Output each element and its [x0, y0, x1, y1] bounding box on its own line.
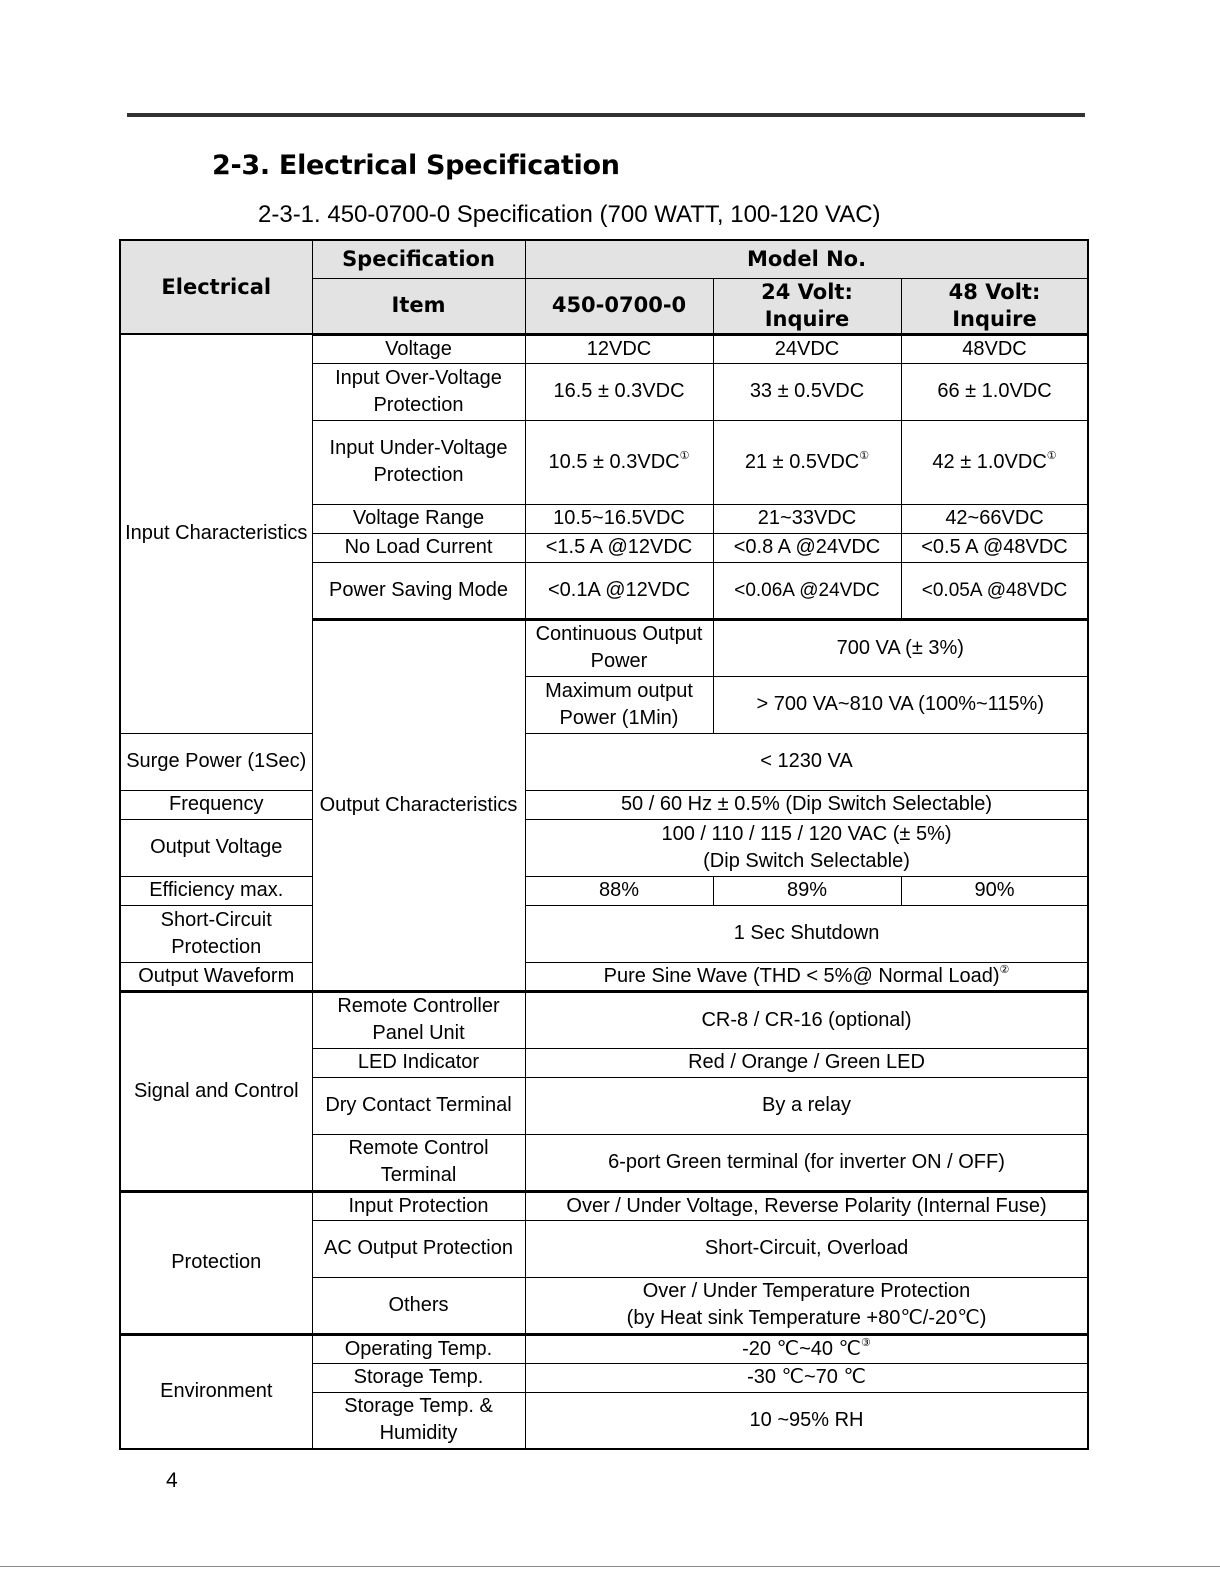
header-item: Item: [312, 278, 525, 334]
item-label: Output Voltage: [120, 819, 312, 876]
footnote-mark: ①: [1046, 449, 1057, 462]
value-cell: [525, 1277, 1088, 1334]
value-cell: 48VDC: [901, 334, 1088, 363]
item-label: Input Protection: [312, 1191, 525, 1220]
bottom-edge: [0, 1562, 1220, 1583]
value-text: -20 ℃~40 ℃: [742, 1337, 862, 1360]
item-label: No Load Current: [312, 533, 525, 562]
value-cell: 33 ± 0.5VDC: [713, 363, 901, 420]
value-line: (Dip Switch Selectable): [703, 849, 910, 872]
table-row: [120, 790, 1088, 819]
value-cell: 88%: [525, 876, 713, 905]
value-cell: 90%: [901, 876, 1088, 905]
value-cell: [901, 420, 1088, 504]
value-cell: 6-port Green terminal (for inverter ON / OFF): [525, 1134, 1088, 1191]
item-label: Remote Control Terminal: [312, 1134, 525, 1191]
section-title: 2-3. Electrical Specification: [212, 150, 620, 181]
item-label: Remote Controller Panel Unit: [312, 991, 525, 1048]
value-cell: 66 ± 1.0VDC: [901, 363, 1088, 420]
category-environment: Environment: [120, 1334, 312, 1449]
header-specification: Specification: [312, 240, 525, 278]
item-label: Voltage Range: [312, 504, 525, 533]
item-label: Surge Power (1Sec): [120, 733, 312, 790]
value-cell: <0.5 A @48VDC: [901, 533, 1088, 562]
value-cell: [525, 819, 1088, 876]
value-cell: <1.5 A @12VDC: [525, 533, 713, 562]
table-row: [120, 876, 1088, 905]
value-cell: > 700 VA~810 VA (100%~115%): [713, 676, 1088, 733]
value-cell: [713, 420, 901, 504]
category-protection: Protection: [120, 1191, 312, 1334]
item-label: Output Waveform: [120, 962, 312, 991]
value-cell: 50 / 60 Hz ± 0.5% (Dip Switch Selectable): [525, 790, 1088, 819]
value-line: (by Heat sink Temperature +80℃/-20℃): [626, 1307, 987, 1329]
table-row: [120, 991, 1088, 1048]
header-model-1: 450-0700-0: [525, 278, 713, 334]
top-rule: [127, 113, 1085, 117]
item-label: Voltage: [312, 334, 525, 363]
value-cell: 89%: [713, 876, 901, 905]
header-model-no: Model No.: [525, 240, 1088, 278]
value-cell: 700 VA (± 3%): [713, 619, 1088, 676]
item-label: Others: [312, 1277, 525, 1334]
value-text: Pure Sine Wave (THD < 5%@ Normal Load): [603, 964, 1000, 987]
value-cell: -30 ℃~70 ℃: [525, 1363, 1088, 1392]
value-cell: 16.5 ± 0.3VDC: [525, 363, 713, 420]
item-label: Maximum output Power (1Min): [525, 676, 713, 733]
value-cell: CR-8 / CR-16 (optional): [525, 991, 1088, 1048]
item-label: Dry Contact Terminal: [312, 1077, 525, 1134]
value-cell: <0.1A @12VDC: [525, 562, 713, 619]
item-label: Continuous Output Power: [525, 619, 713, 676]
value-cell: Short-Circuit, Overload: [525, 1220, 1088, 1277]
value-cell: [525, 1334, 1088, 1363]
bottom-rule: [0, 1566, 1220, 1567]
value-cell: Red / Orange / Green LED: [525, 1048, 1088, 1077]
value-cell: [525, 962, 1088, 991]
table-row: [120, 962, 1088, 991]
value-cell: [525, 420, 713, 504]
value-text: 21 ± 0.5VDC: [744, 450, 860, 473]
item-label: Storage Temp.: [312, 1363, 525, 1392]
category-input: Input Characteristics: [120, 334, 312, 733]
table-row: [120, 905, 1088, 962]
category-output: Output Characteristics: [312, 619, 525, 991]
item-label: LED Indicator: [312, 1048, 525, 1077]
table-row: [120, 1334, 1088, 1363]
value-line: Over / Under Temperature Protection: [642, 1280, 971, 1302]
table-row: [120, 819, 1088, 876]
value-cell: 42~66VDC: [901, 504, 1088, 533]
value-cell: <0.06A @24VDC: [713, 562, 901, 619]
item-label: Storage Temp. & Humidity: [312, 1392, 525, 1449]
header-model-2: 24 Volt: Inquire: [713, 278, 901, 334]
sub-title: 2-3-1. 450-0700-0 Specification (700 WATT, 100-120 VAC): [258, 201, 881, 228]
value-cell: <0.05A @48VDC: [901, 562, 1088, 619]
table-row: [120, 1191, 1088, 1220]
value-cell: Over / Under Voltage, Reverse Polarity (Internal Fuse): [525, 1191, 1088, 1220]
item-label: Power Saving Mode: [312, 562, 525, 619]
category-signal: Signal and Control: [120, 991, 312, 1191]
item-label: Frequency: [120, 790, 312, 819]
value-cell: By a relay: [525, 1077, 1088, 1134]
value-cell: 10.5~16.5VDC: [525, 504, 713, 533]
item-label: Input Under-Voltage Protection: [312, 420, 525, 504]
value-cell: 24VDC: [713, 334, 901, 363]
footnote-mark: ①: [859, 449, 870, 462]
item-label: Efficiency max.: [120, 876, 312, 905]
value-cell: < 1230 VA: [525, 733, 1088, 790]
value-cell: 12VDC: [525, 334, 713, 363]
spec-table: [119, 239, 1089, 1450]
footnote-mark: ①: [679, 449, 690, 462]
item-label: Operating Temp.: [312, 1334, 525, 1363]
footnote-mark: ③: [861, 1336, 871, 1349]
page-number: 4: [166, 1469, 178, 1492]
value-cell: <0.8 A @24VDC: [713, 533, 901, 562]
footnote-mark: ②: [999, 963, 1010, 976]
header-row-1: [120, 240, 1088, 278]
table-row: [120, 334, 1088, 363]
value-cell: 10 ~95% RH: [525, 1392, 1088, 1449]
item-label: AC Output Protection: [312, 1220, 525, 1277]
header-electrical: Electrical: [120, 240, 312, 334]
value-cell: 1 Sec Shutdown: [525, 905, 1088, 962]
item-label: Input Over-Voltage Protection: [312, 363, 525, 420]
value-text: 42 ± 1.0VDC: [932, 450, 1047, 473]
item-label: Short-Circuit Protection: [120, 905, 312, 962]
header-model-3: 48 Volt: Inquire: [901, 278, 1088, 334]
value-cell: 21~33VDC: [713, 504, 901, 533]
table-row: [120, 733, 1088, 790]
value-line: 100 / 110 / 115 / 120 VAC (± 5%): [661, 822, 952, 845]
value-text: 10.5 ± 0.3VDC: [548, 450, 680, 473]
